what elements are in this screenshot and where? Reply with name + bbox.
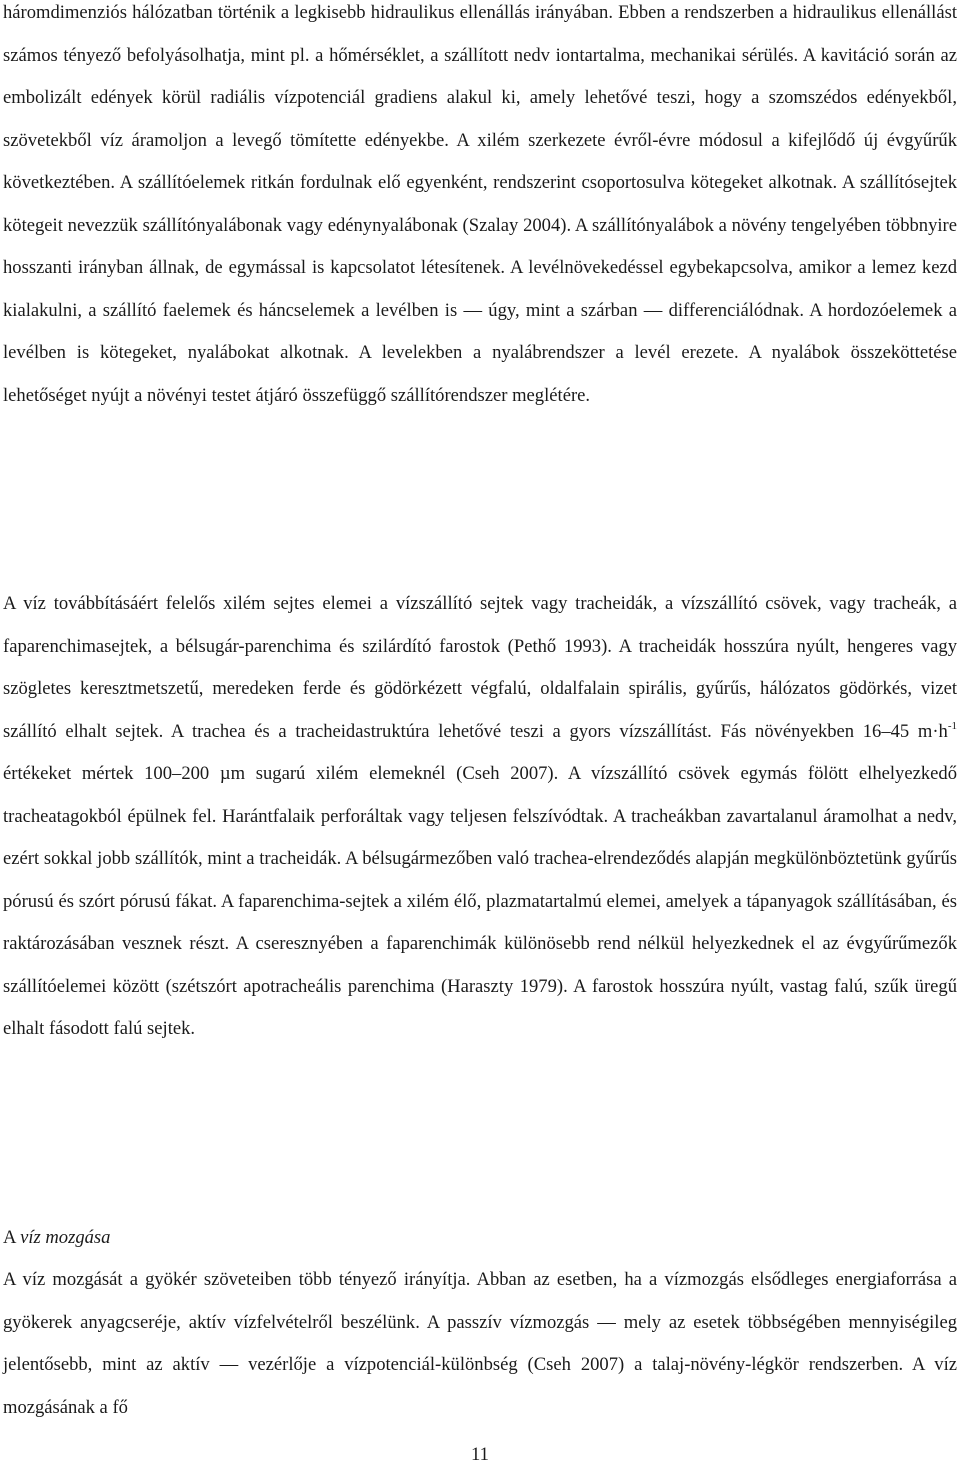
superscript-exponent: -1 xyxy=(947,719,957,732)
section-heading xyxy=(3,1217,110,1260)
heading-italic: víz mozgása xyxy=(20,1227,111,1248)
paragraph-water-movement: A víz mozgását a gyökér szöveteiben több tényező irányítja. Abban az esetben, ha a vízmozgás elsődleges energiaforrása a gyökerek anyagcseréje, aktív vízfelvételről beszélünk. A passzív vízmozgás — mely az esetek többségében mennyiségileg jelentősebb, mint az aktív — vezérlője a vízpotenciál-különbség (Cseh 2007) a talaj-növény-légkör rendszerben. A víz mozgásának a fő xyxy=(3,1269,957,1418)
heading-prefix: A xyxy=(3,1227,21,1248)
page-number: 11 xyxy=(471,1444,489,1465)
paragraph-xylem-network: háromdimenziós hálózatban történik a legkisebb hidraulikus ellenállás irányában. Ebben a rendszerben a hidraulikus ellenállást számos tényező befolyásolhatja, mint pl. a hőmérséklet, a szállított nedv iontartalma, mechanikai sérülés. A kavitáció során az embolizált edények körül radiális vízpotenciál gradiens alakul ki, amely lehetővé teszi, hogy a szomszédos edényekből, szövetekből víz áramoljon a levegő tömítette edényekbe. A xilém szerkezete évről-évre módosul a kifejlődő új évgyűrűk következtében. A szállítóelemek ritkán fordulnak elő egyenként, rendszerint csoportosulva kötegeket alkotnak. A szállítósejtek kötegeit nevezzük szállítónyalábonak vagy edénynyalábonak (Szalay 2004). A szállítónyalábok a növény tengelyében többnyire hosszanti irányban állnak, de egymással is kapcsolatot létesítenek. A levélnövekedéssel egybekapcsolva, amikor a lemez kezd kialakulni, a szállító faelemek és háncselemek a levélben is — úgy, mint a szárban — differenciálódnak. A hordozóelemek a levélben is kötegeket, nyalábokat alkotnak. A levelekben a nyalábrendszer a levél erezete. A nyalábok összeköttetése lehetőséget nyújt a növényi testet átjáró összefüggő szállítórendszer meglétére. xyxy=(3,2,957,406)
paragraph-text-part-2: értékeket mértek 100–200 µm sugarú xilém elemeknél (Cseh 2007). A vízszállító csövek egymás fölött elhelyezkedő tracheatagokból épülnek fel. Harántfalaik perforáltak vagy teljesen felszívódtak. A tracheákban zavartalanul áramolhat a nedv, ezért sokkal jobb szállítók, mint a tracheidák. A bélsugármezőben való trachea-elrendeződés alapján megkülönböztetünk gyűrűs pórusú és szórt pórusú fákat. A faparenchima-sejtek a xilém élő, plazmatartalmú elemei, amelyek a tápanyagok szállításában, és raktározásában vesznek részt. A cseresznyében a faparenchimák különösebb rend nélkül helyezkednek el az évgyűrűmezők szállítóelemei között (szétszórt apotracheális parenchima (Haraszty 1979). A farostok hosszúra nyúlt, vastag falú, szűk üregű elhalt fásodott falú sejtek. xyxy=(3,763,957,1039)
paragraph-text-part-1: A víz továbbításáért felelős xilém sejtes elemei a vízszállító sejtek vagy tracheidák, a vízszállító csövek, vagy tracheák, a faparenchimasejtek, a bélsugár-parenchima és szilárdító farostok (Pethő 1993). A tracheidák hosszúra nyúlt, hengeres vagy szögletes keresztmetszetű, meredeken ferde és gödörkézett végfalú, oldalfalain spirális, gyűrűs, hálózatos gödörkés, vizet szállító elhalt sejtek. A trachea és a tracheidastruktúra lehetővé teszi a gyors vízszállítást. Fás növényekben 16–45 m·h xyxy=(3,593,957,742)
paragraph-xylem-elements xyxy=(3,583,957,1051)
